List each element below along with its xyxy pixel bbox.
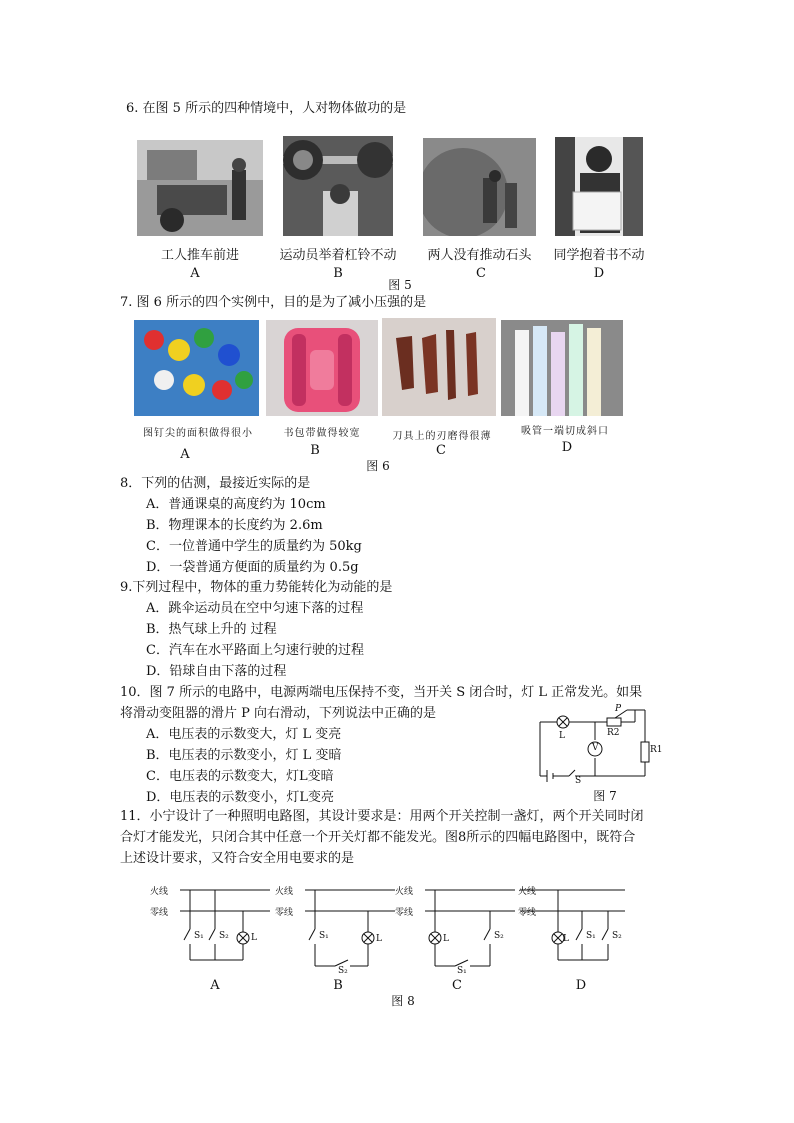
q7-letter-d: D [561, 440, 573, 455]
q6-letter-b: B [333, 266, 343, 281]
q7-caption-d: 吸管一端切成斜口 [521, 426, 609, 437]
b-switch-s1-label: S₁ [319, 931, 329, 941]
q8-option-d: D．一袋普通方便面的质量约为 0.5g [146, 560, 359, 575]
a-live-label: 火线 [150, 887, 169, 897]
q11-letter-b: B [333, 978, 343, 993]
lamp-l-label: L [559, 731, 565, 741]
resistor-r2-label: R2 [607, 728, 620, 738]
figure-7-label: 图 7 [593, 789, 617, 803]
d-switch-s2-label: S₂ [612, 931, 622, 941]
slider-p-label: P [615, 704, 622, 714]
q6-stem: 6. 在图 5 所示的四种情境中，人对物体做功的是 [126, 101, 407, 116]
q6-caption-c: 两人没有推动石头 [427, 248, 532, 263]
circuit-figure-8 [150, 884, 635, 974]
a-switch-s1-label: S₁ [194, 931, 204, 941]
voltmeter-label: V [592, 743, 599, 753]
q7-letter-c: C [436, 443, 446, 458]
figure-8-label: 图 8 [391, 994, 415, 1008]
a-lamp-label: L [251, 933, 257, 943]
q10-stem-line1: 10．图 7 所示的电路中，电源两端电压保持不变，当开关 S 闭合时，灯 L 正常发光。如果 [120, 685, 643, 700]
circuit-figure-7 [535, 704, 665, 786]
q7-stem: 7. 图 6 所示的四个实例中，目的是为了减小压强的是 [120, 295, 427, 310]
q10-option-c: C．电压表的示数变大，灯L变暗 [146, 769, 334, 784]
q7-caption-a: 图钉尖的面积做得很小 [143, 428, 253, 439]
d-live-label: 火线 [518, 887, 537, 897]
photo-knives [382, 318, 496, 416]
resistor-r1-label: R1 [650, 745, 663, 755]
d-lamp-label: L [563, 934, 569, 944]
q9-option-c: C．汽车在水平路面上匀速行驶的过程 [146, 643, 364, 658]
photo-athlete-holding-barbell [283, 136, 393, 236]
figure-6-label: 图 6 [366, 459, 390, 473]
q8-option-a: A．普通课桌的高度约为 10cm [146, 497, 326, 512]
q9-option-b: B．热气球上升的 过程 [146, 622, 277, 637]
q11-letter-a: A [210, 978, 220, 993]
q11-letter-c: C [452, 978, 462, 993]
q6-caption-b: 运动员举着杠铃不动 [279, 248, 397, 263]
switch-s-label: S [575, 776, 582, 786]
q7-letter-b: B [310, 443, 320, 458]
q11-stem-line1: 11．小宁设计了一种照明电路图，其设计要求是：用两个开关控制一盏灯，两个开关同时闭 [120, 809, 644, 824]
a-neutral-label: 零线 [150, 908, 169, 918]
a-switch-s2-label: S₂ [219, 931, 229, 941]
d-switch-s1-label: S₁ [586, 931, 596, 941]
q11-stem-line3: 上述设计要求，又符合安全用电要求的是 [120, 851, 355, 866]
q10-option-d: D．电压表的示数变小，灯L变亮 [146, 790, 335, 805]
q9-option-d: D．铅球自由下落的过程 [146, 664, 287, 679]
q10-stem-line2: 将滑动变阻器的滑片 P 向右滑动，下列说法中正确的是 [120, 706, 437, 721]
q6-letter-c: C [476, 266, 486, 281]
b-lamp-label: L [376, 934, 382, 944]
b-live-label: 火线 [275, 887, 294, 897]
q7-letter-a: A [180, 447, 190, 462]
c-neutral-label: 零线 [395, 908, 414, 918]
q6-caption-a: 工人推车前进 [160, 248, 239, 263]
q8-stem: 8．下列的估测，最接近实际的是 [120, 476, 311, 491]
q11-stem-line2: 合灯才能发光，只闭合其中任意一个开关灯都不能发光。图8所示的四幅电路图中，既符合 [120, 830, 636, 845]
q10-option-a: A．电压表的示数变大，灯 L 变亮 [146, 727, 342, 742]
b-switch-s2-label: S₂ [338, 966, 348, 976]
q7-caption-b: 书包带做得较宽 [283, 428, 361, 439]
q11-letter-d: D [575, 978, 587, 993]
q9-option-a: A．跳伞运动员在空中匀速下落的过程 [146, 601, 364, 616]
q8-option-b: B．物理课本的长度约为 2.6m [146, 518, 323, 533]
c-lamp-label: L [443, 934, 449, 944]
photo-straws [501, 320, 623, 416]
q9-stem: 9.下列过程中，物体的重力势能转化为动能的是 [120, 580, 393, 595]
figure-5-label: 图 5 [388, 278, 412, 292]
photo-worker-pushing-cart [137, 140, 263, 236]
photo-thumbtacks [134, 320, 259, 416]
c-switch-s2-label: S₂ [494, 931, 504, 941]
q8-option-c: C．一位普通中学生的质量约为 50kg [146, 539, 362, 554]
q6-letter-a: A [190, 266, 200, 281]
photo-two-people-pushing-rock [423, 138, 536, 236]
q10-option-b: B．电压表的示数变小，灯 L 变暗 [146, 748, 342, 763]
photo-schoolbag [266, 320, 378, 416]
photo-student-holding-books [555, 137, 643, 236]
b-neutral-label: 零线 [275, 908, 294, 918]
c-switch-s1-label: S₁ [457, 966, 467, 976]
q6-letter-d: D [593, 266, 605, 281]
d-neutral-label: 零线 [518, 908, 537, 918]
c-live-label: 火线 [395, 887, 414, 897]
q7-caption-c: 刀具上的刃磨得很薄 [392, 431, 492, 442]
q6-caption-d: 同学抱着书不动 [553, 248, 645, 263]
